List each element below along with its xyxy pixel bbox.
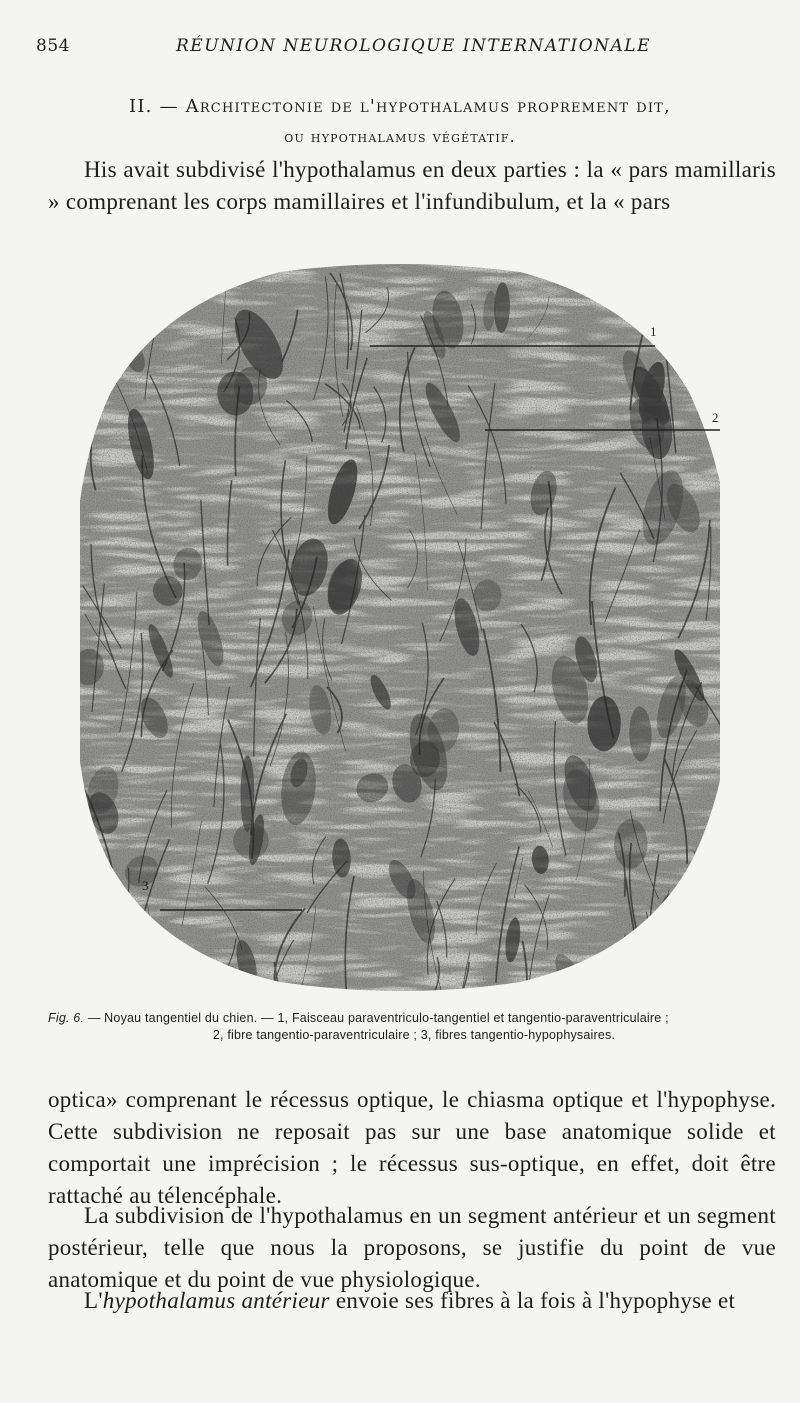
caption-line1: — Noyau tangentiel du chien. — 1, Faisceau paraventriculo-tangentiel et tangentio-paraventriculaire ; <box>84 1011 669 1025</box>
nerve-fiber <box>100 318 117 381</box>
intro-text: His avait subdivisé l'hypothalamus en deux parties : la « pars mamillaris » comprenant les corps mamillaires et l'infundibulum, et la « pars <box>48 157 776 214</box>
nerve-fiber <box>654 940 661 992</box>
last-paragraph <box>48 1285 776 1317</box>
last-italic-term: hypothalamus antérieur <box>102 1288 330 1313</box>
nerve-fiber <box>170 980 189 992</box>
intro-paragraph <box>48 154 776 218</box>
callout-label-1: 1 <box>650 324 657 339</box>
subdivision-text: La subdivision de l'hypothalamus en un segment antérieur et un segment postérieur, telle que nous la proposons, se justifie du point de vue anatomique et du point de vue physiologique. <box>48 1203 776 1292</box>
caption-line2: 2, fibre tangentio-paraventriculaire ; 3, fibres tangentio-hypophysaires. <box>212 1028 616 1042</box>
page-header <box>36 36 764 66</box>
neuron-cell <box>104 269 139 326</box>
continuation-text: optica» comprenant le récessus optique, le chiasma optique et l'hypophyse. Cette subdivision ne reposait pas sur une base anatomique solide et comportait une imprécision ; le récessus sus-optique, en effet, doit être rattaché au télencéphale. <box>48 1087 776 1208</box>
nerve-fiber <box>689 925 720 992</box>
neuron-cell <box>142 267 168 333</box>
figure <box>60 262 760 1002</box>
micrograph-image <box>80 264 720 992</box>
nerve-fiber <box>646 912 657 992</box>
nerve-fiber <box>107 298 124 383</box>
nerve-fiber <box>163 961 175 992</box>
nerve-fiber <box>576 973 614 992</box>
last-prefix: L' <box>84 1288 103 1313</box>
nerve-fiber <box>133 953 148 992</box>
neuron-cell <box>663 914 687 976</box>
neuron-cell <box>654 264 689 316</box>
section-heading-line2: ou hypothalamus végétatif. <box>284 128 516 146</box>
nerve-fiber <box>134 925 142 980</box>
callout-label-3: 3 <box>142 878 149 893</box>
nerve-fiber <box>602 979 638 992</box>
neuron-cell <box>701 873 720 910</box>
subdivision-paragraph <box>48 1200 776 1296</box>
continuation-paragraph <box>48 1084 776 1212</box>
figure-caption <box>48 1010 780 1044</box>
neuron-cell <box>84 920 114 992</box>
page-number: 854 <box>36 36 70 56</box>
callout-label-2: 2 <box>712 410 719 425</box>
nerve-fiber <box>521 990 529 992</box>
nerve-fiber <box>694 851 710 962</box>
section-heading-line1: II. — Architectonie de l'hypothalamus proprement dit, <box>129 96 671 117</box>
section-heading <box>0 92 800 152</box>
last-rest: envoie ses fibres à la fois à l'hypophyse et <box>329 1288 736 1313</box>
nerve-fiber <box>625 934 661 992</box>
running-head: RÉUNION NEUROLOGIQUE INTERNATIONALE <box>176 36 651 56</box>
figure-label: Fig. 6. <box>48 1011 85 1025</box>
